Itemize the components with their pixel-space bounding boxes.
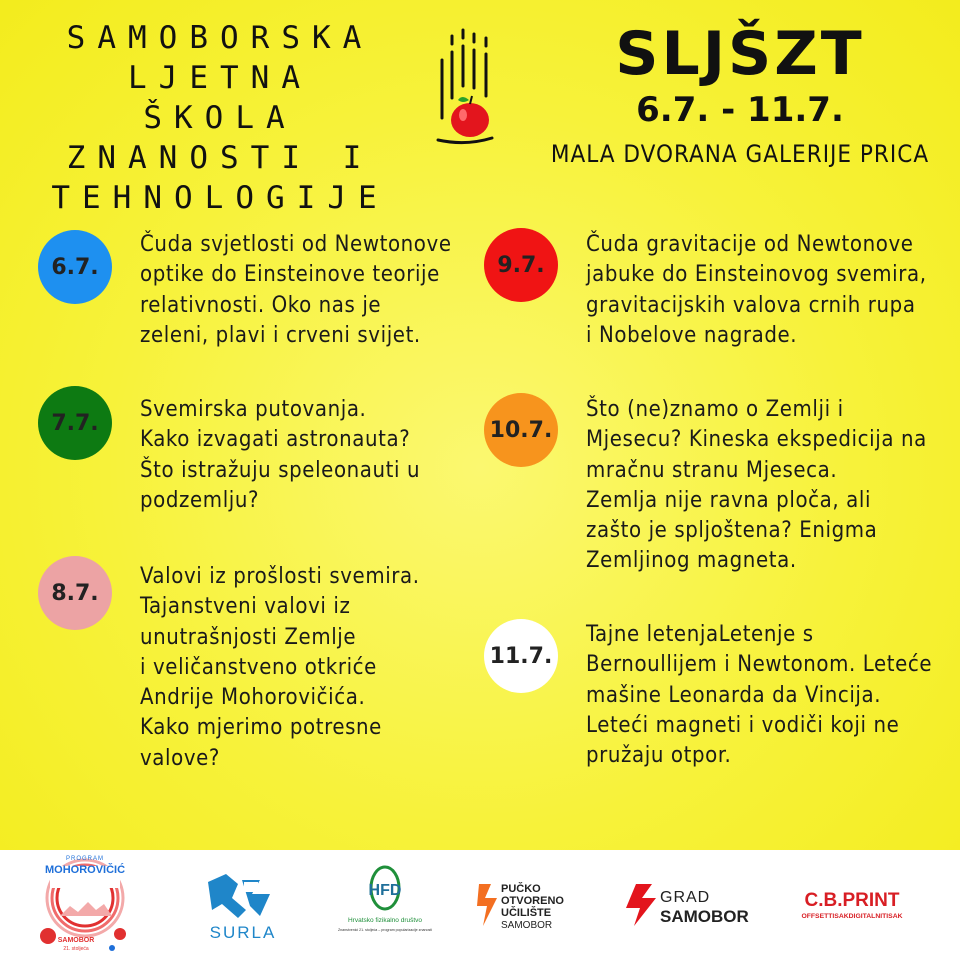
date-badge: 8.7. [38,556,112,630]
cb-print-logo-tagline: OFFSETTISAKDIGITALNITISAK [801,913,903,920]
pou-logo-line: SAMOBOR [501,920,553,931]
session-description: Valovi iz prošlosti svemira. Tajanstveni valovi iz unutrašnjosti Zemlje i veličanstveno otkriće Andrije Mohorovičića. Kako mjerimo potresne valove? [140,564,420,771]
hfd-logo-mark: HFD [368,882,402,899]
session-description: Što (ne)znamo o Zemlji i Mjesecu? Kineska ekspedicija na mračnu stranu Mjeseca. Zemlja nije ravna ploča, ali zašto je spljoštena? Enigma Zemljinog magneta. [586,397,927,574]
grad-samobor-logo [622,880,752,930]
date-badge: 10.7. [484,393,558,467]
mohorovicic-logo-sub: 21. stoljeća [63,946,89,952]
pou-logo-line: UČILIŠTE [501,907,552,919]
grad-logo-line: SAMOBOR [660,907,749,926]
hfd-logo-name: Hrvatsko fizikalno društvo [347,917,423,924]
mohorovicic-logo-name: MOHOROVIČIĆ [44,864,126,876]
mohorovicic-program-logo [30,850,140,960]
school-title-line: TEHNOLOGIJE [51,180,389,216]
school-title [40,18,400,218]
event-dates: 6.7. - 11.7. [636,90,844,130]
event-venue: MALA DVORANA GALERIJE PRICA [550,140,930,168]
pou-logo-line: OTVORENO [501,895,564,907]
cb-print-logo-name: C.B.PRINT [804,890,900,911]
date-badge: 6.7. [38,230,112,304]
mohorovicic-logo-place: SAMOBOR [57,937,95,944]
school-title-line: LJETNA ŠKOLA [128,60,312,136]
session-description: Čuda svjetlosti od Newtonove optike do Einsteinove teorije relativnosti. Oko nas je zeleni, plavi i crveni svijet. [140,232,452,348]
school-title-line: ZNANOSTI I [66,140,374,176]
date-badge: 9.7. [484,228,558,302]
pou-samobor-logo [475,878,585,938]
hfd-logo-desc: Znanstvenici 21. stoljeća – program popularizacije znanosti [337,928,433,932]
surla-logo-name: SURLA [209,923,277,942]
pou-logo-line: PUČKO [501,883,541,895]
grad-logo-line: GRAD [660,889,711,906]
session-description: Svemirska putovanja. Kako izvagati astronauta? Što istražuju speleonauti u podzemlju? [140,397,421,513]
school-title-line: SAMOBORSKA [66,20,374,56]
surla-logo [198,870,288,945]
hfd-logo [335,864,435,948]
event-name: SLJŠZT [615,19,865,89]
session-description: Čuda gravitacije od Newtonove jabuke do Einsteinovog svemira, gravitacijskih valova crnih rupa i Nobelove nagrade. [586,232,927,348]
cb-print-logo [790,888,915,928]
mohorovicic-logo-top: PROGRAM [65,856,105,862]
session-description: Tajne letenjaLetenje s Bernoullijem i Newtonom. Leteće mašine Leonarda da Vincija. Leteći magneti i vodiči koji ne pružaju otpor. [586,622,933,769]
sponsor-footer [0,850,960,960]
date-badge: 7.7. [38,386,112,460]
falling-apple-icon [436,28,500,148]
date-badge: 11.7. [484,619,558,693]
